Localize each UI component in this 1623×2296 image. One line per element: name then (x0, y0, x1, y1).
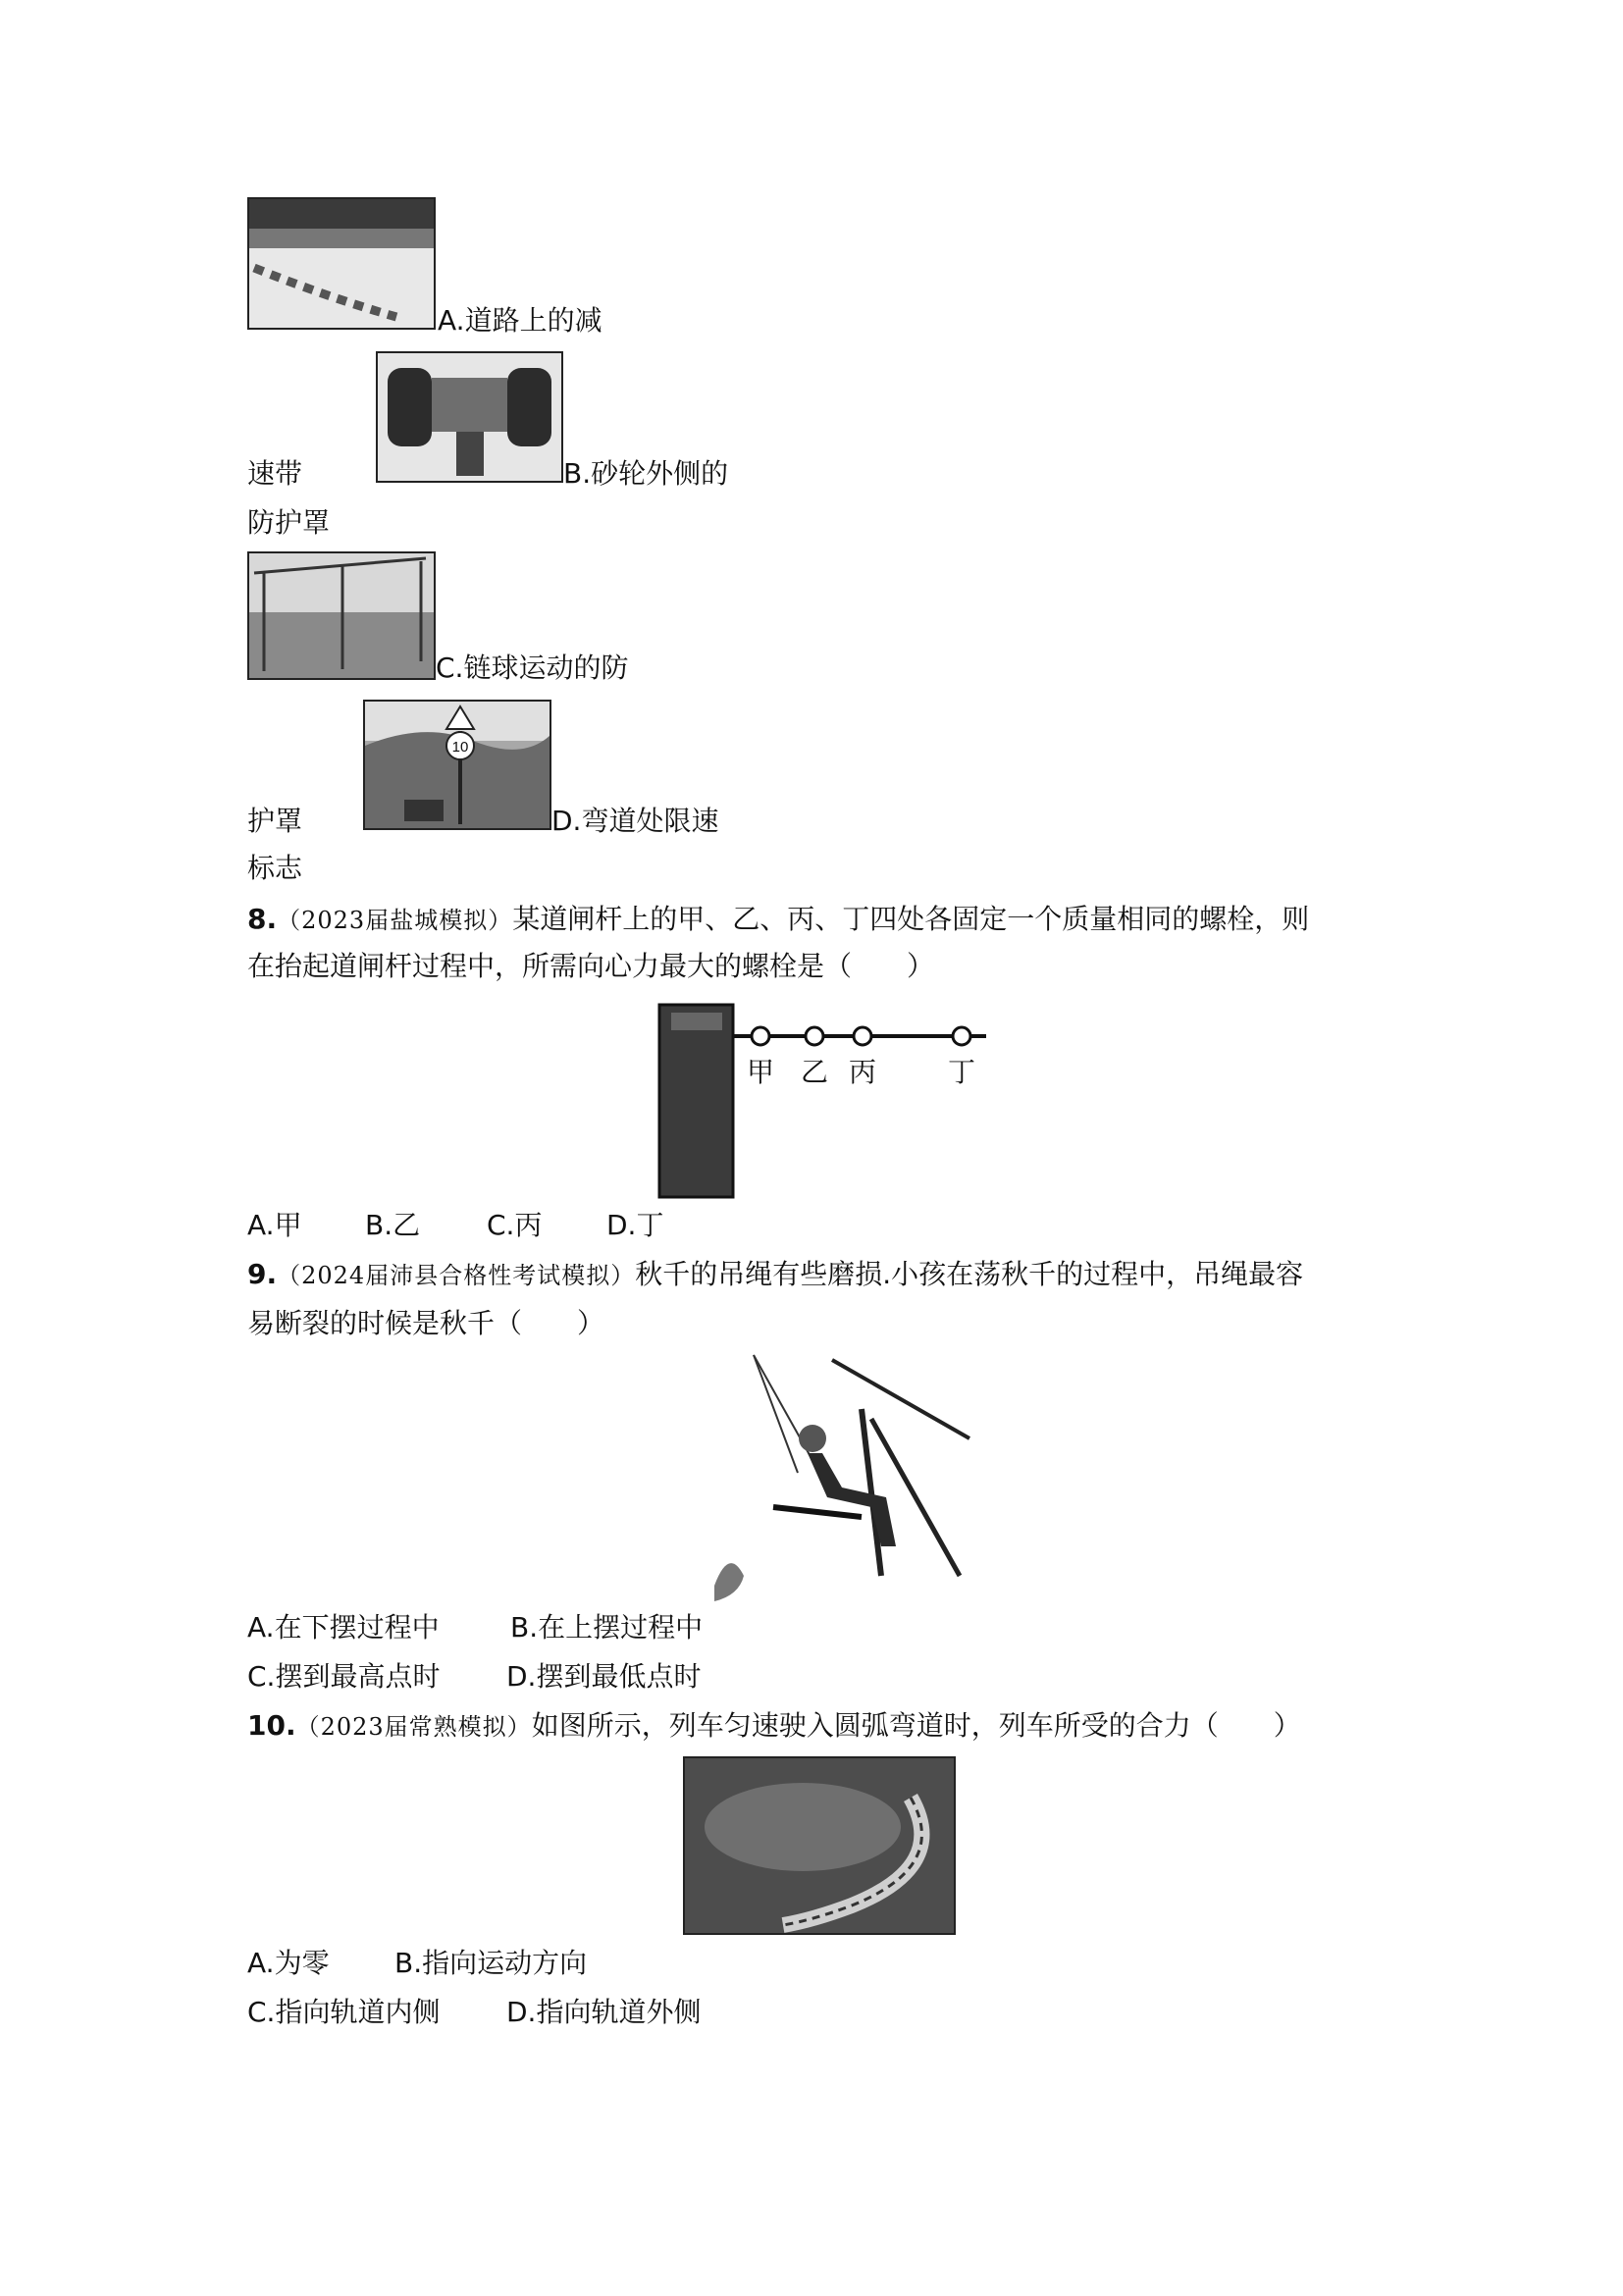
label-bing: 丙 (848, 1056, 877, 1088)
q9-stem-line2: 易断裂的时候是秋千（ ） (247, 1307, 605, 1339)
q7-option-d-head: D.弯道处限速 (551, 805, 719, 837)
bolt-jia (752, 1027, 769, 1045)
q9-stem-line1 (247, 1258, 1303, 1292)
q8-stem-line1 (247, 903, 1309, 937)
q9-option-c: C.摆到最高点时 (247, 1660, 441, 1693)
q10-stem-text: 如图所示，列车匀速驶入圆弧弯道时，列车所受的合力（ ） (531, 1709, 1301, 1742)
bolt-yi (806, 1027, 823, 1045)
hammer-throw-cage-photo (247, 551, 436, 680)
train-on-curve-photo (683, 1756, 956, 1935)
q9-number: 9. (247, 1258, 278, 1290)
label-yi: 乙 (800, 1056, 829, 1088)
label-jia: 甲 (746, 1056, 775, 1088)
q10-number: 10. (247, 1709, 296, 1742)
q7-option-a-tail: 速带 (247, 457, 303, 490)
q10-stem (247, 1709, 1301, 1744)
q7-option-a-head: A.道路上的减 (438, 304, 602, 337)
q9-option-d: D.摆到最低点时 (506, 1660, 702, 1693)
q10-option-d: D.指向轨道外侧 (506, 1996, 702, 2028)
q7-option-b-tail: 防护罩 (247, 506, 331, 539)
q10-option-c: C.指向轨道内侧 (247, 1996, 441, 2028)
barrier-gate-figure (648, 995, 991, 1199)
q8-option-b: B.乙 (365, 1209, 421, 1241)
q7-option-b-head: B.砂轮外侧的 (563, 457, 729, 490)
q8-source: （2023届盐城模拟） (277, 907, 513, 934)
q9-option-b: B.在上摆过程中 (510, 1611, 704, 1644)
q9-stem-text: 秋千的吊绳有些磨损.小孩在荡秋千的过程中，吊绳最容 (635, 1258, 1304, 1290)
q8-number: 8. (247, 903, 278, 935)
swing-photo (714, 1350, 971, 1601)
q9-option-a: A.在下摆过程中 (247, 1611, 440, 1644)
q8-option-c: C.丙 (487, 1209, 543, 1241)
sign-number: 10 (451, 739, 469, 756)
q10-option-b: B.指向运动方向 (394, 1947, 588, 1979)
label-ding: 丁 (947, 1056, 976, 1088)
q8-option-d: D.丁 (606, 1209, 664, 1241)
speed-bump-photo (247, 197, 436, 330)
grinding-wheel-photo (376, 351, 563, 483)
q10-option-a: A.为零 (247, 1947, 330, 1979)
q9-source: （2024届沛县合格性考试模拟） (277, 1262, 636, 1289)
q7-option-d-tail: 标志 (247, 852, 303, 884)
bolt-ding (953, 1027, 970, 1045)
q8-stem-line2: 在抬起道闸杆过程中，所需向心力最大的螺栓是（ ） (247, 950, 935, 982)
bolt-bing (854, 1027, 871, 1045)
q10-source: （2023届常熟模拟） (295, 1713, 532, 1741)
q7-option-c-head: C.链球运动的防 (436, 652, 629, 684)
q8-stem-text: 某道闸杆上的甲、乙、丙、丁四处各固定一个质量相同的螺栓，则 (512, 903, 1310, 935)
q7-option-c-tail: 护罩 (247, 805, 303, 837)
q8-option-a: A.甲 (247, 1209, 302, 1241)
curve-speed-limit-sign-photo (363, 700, 551, 830)
